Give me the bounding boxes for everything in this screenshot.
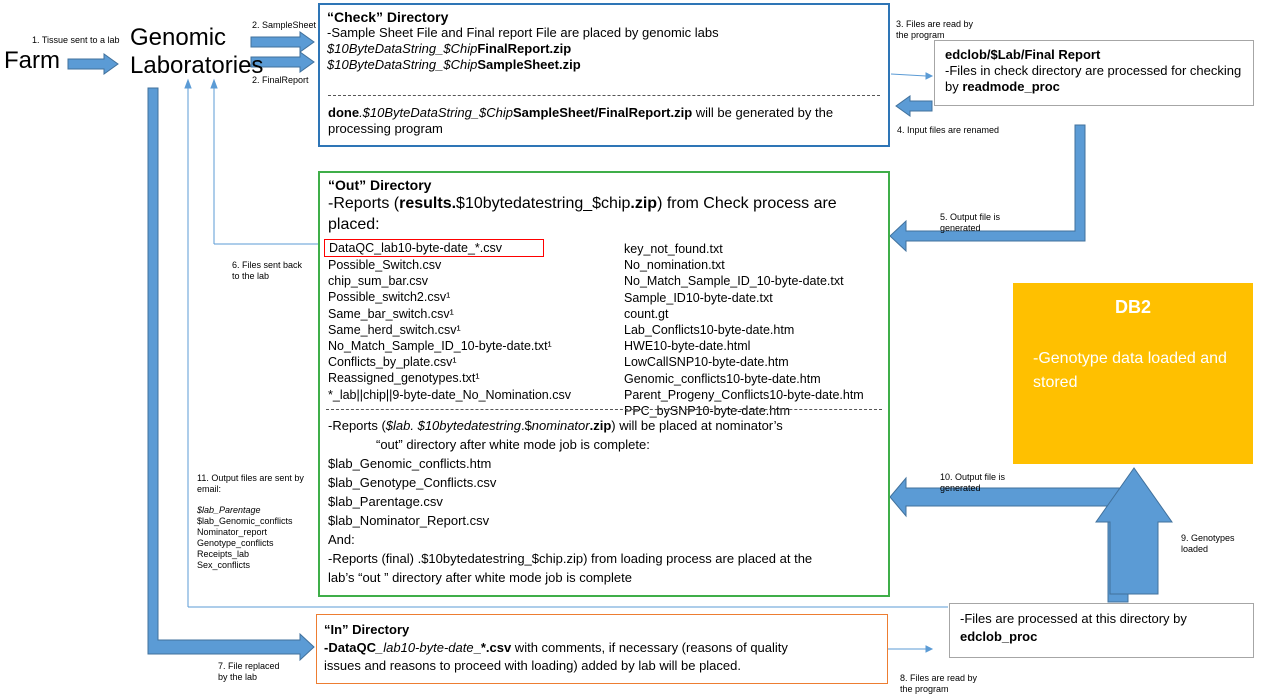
out-divider [326,409,882,410]
edclob-lab-title: edclob/$Lab/Final Report [945,47,1101,62]
arrow-renamed [896,96,932,116]
file-item: No_Match_Sample_ID_10-byte-date.txt [624,274,844,289]
step7-label: 7. File replaced by the lab [218,661,280,682]
file-item: No_Match_Sample_ID_10-byte-date.txt¹ [328,339,552,354]
out-nominator-section [328,416,883,587]
out-title: “Out” Directory [328,177,432,193]
file-item: Parent_Progeny_Conflicts10-byte-date.htm [624,387,864,402]
file-item: PPC_bySNP10-byte-date.htm [624,404,791,419]
edclob-lab-box [934,40,1254,106]
arrow-output-generated-10 [890,478,1128,602]
step9-label: 9. Genotypes loaded [1181,533,1235,554]
out-directory-box [318,171,890,597]
check-title: “Check” Directory [327,9,449,25]
out-left-file-list [328,257,628,403]
file-item: count.gt [624,306,669,321]
file-item: Sample_ID10-byte-date.txt [624,290,773,305]
db2-box [1013,283,1253,464]
check-divider [328,95,880,96]
step11-item: $lab_Genomic_conflicts [197,516,293,526]
step11-item: $lab_Parentage [197,505,261,515]
and-label: And: [328,532,355,547]
farm-label: Farm [4,47,60,74]
final-line2: lab’s “out ” directory after white mode job is complete [328,570,632,585]
final-line1: -Reports (final) .$10bytedatestring_$chip.zip) from loading process are placed at the [328,551,813,566]
step11-item: Receipts_lab [197,549,250,559]
check-done-text: done.$10ByteDataString_$ChipSampleSheet/FinalReport.zip will be generated by the processing program [328,105,834,136]
file-item: Reassigned_genotypes.txt¹ [328,371,480,386]
step8-label: 8. Files are read by the program [900,673,978,694]
step2b-label: 2. FinalReport [252,75,309,85]
step11-block [197,473,307,571]
nominator-line2: “out” directory after white mode job is complete: [376,437,650,452]
step4-label: 4. Input files are renamed [897,125,1000,135]
check-directory-box [318,3,890,147]
file-item: *_lab||chip||9-byte-date_No_Nomination.csv [328,387,571,402]
check-samplesheet-file: $10ByteDataString_$ChipSampleSheet.zip [327,57,581,72]
check-finalreport-file: $10ByteDataString_$ChipFinalReport.zip [327,41,572,56]
in-line1: -DataQC_lab10-byte-date_*.csv with comments, if necessary (reasons of quality [324,640,788,655]
out-reports-text: -Reports (results.$10bytedatestring_$chip.zip) from Check process are placed: [328,195,837,233]
step1-label: 1. Tissue sent to a lab [32,35,120,45]
nominator-file: $lab_Nominator_Report.csv [328,513,490,528]
nominator-line1: -Reports ($lab. $10bytedatestring.$nominator.zip) will be placed at nominator’s [328,418,783,433]
dataqc-highlighted-file: DataQC_lab10-byte-date_*.csv [324,239,544,257]
in-line2: issues and reasons to proceed with loading) added by lab will be placed. [324,658,741,673]
file-item: Possible_Switch.csv [328,258,442,272]
step6-label: 6. Files sent back to the lab [232,260,303,281]
file-item: Possible_switch2.csv¹ [328,290,451,305]
step11-item: Genotype_conflicts [197,538,274,548]
step11-title: 11. Output files are sent by email: [197,473,304,494]
edclob-proc-box [949,603,1254,658]
step11-item: Sex_conflicts [197,560,251,570]
file-item: No_nomination.txt [624,258,725,273]
check-line1: -Sample Sheet File and Final report File are placed by genomic labs [327,25,719,40]
file-item: Same_bar_switch.csv¹ [328,306,454,321]
file-item: LowCallSNP10-byte-date.htm [624,355,789,370]
nominator-file: $lab_Genotype_Conflicts.csv [328,475,497,490]
file-item: Conflicts_by_plate.csv¹ [328,355,457,370]
file-item: chip_sum_bar.csv [328,274,429,289]
step11-item: Nominator_report [197,527,268,537]
edclob-lab-body: -Files in check directory are processed for checking by readmode_proc [945,63,1242,94]
file-item: Lab_Conflicts10-byte-date.htm [624,323,795,338]
db2-body: -Genotype data loaded and stored [1033,350,1227,391]
nominator-file: $lab_Parentage.csv [328,494,443,509]
step5-label: 5. Output file is generated [940,212,1001,233]
file-item: Same_herd_switch.csv¹ [328,322,461,337]
arrow-genotypes-loaded [1096,468,1172,594]
file-item: Genomic_conflicts10-byte-date.htm [624,371,821,386]
nominator-file: $lab_Genomic_conflicts.htm [328,456,492,471]
edclob-proc-line2: edclob_proc [960,629,1038,644]
arrow-farm-to-lab [68,54,118,74]
step3-label: 3. Files are read by the program [896,19,974,40]
out-right-file-list [624,241,888,419]
genomic-labs-label: Genomic Laboratories [130,24,264,79]
file-item: key_not_found.txt [624,242,723,256]
in-title: “In” Directory [324,622,410,637]
step10-label: 10. Output file is generated [940,472,1006,493]
edclob-proc-line1: -Files are processed at this directory by [960,611,1187,626]
in-directory-box [316,614,888,684]
step2a-label: 2. SampleSheet [252,20,317,30]
db2-title: DB2 [1114,297,1151,317]
arrow-file-replaced [148,88,314,660]
file-item: HWE10-byte-date.html [624,339,751,354]
